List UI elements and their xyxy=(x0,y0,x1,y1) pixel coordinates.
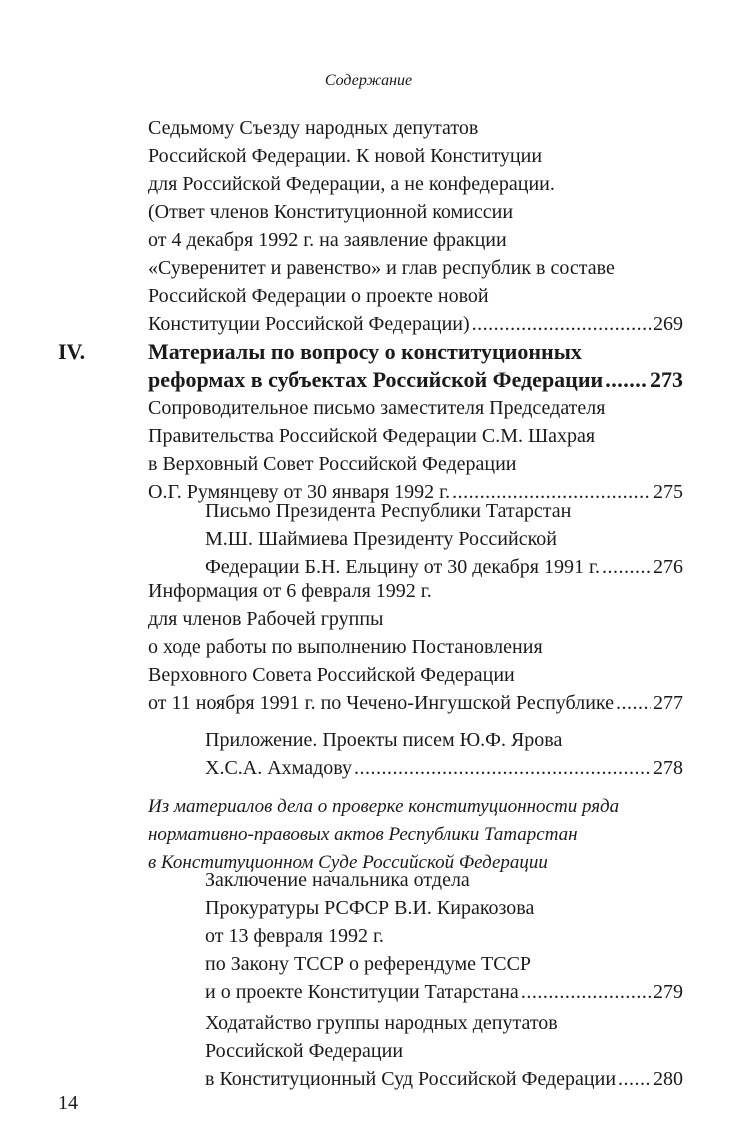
entry-line: Заключение начальника отдела xyxy=(205,869,470,891)
entry-line: Конституции Российской Федерации) xyxy=(148,313,470,335)
entry-line: Седьмому Съезду народных депутатов xyxy=(148,117,479,139)
entry-line: Российской Федерации. К новой Конституции xyxy=(148,145,543,167)
entry-line: «Суверенитет и равенство» и глав республик в составе xyxy=(148,257,615,279)
entry-line: в Верховный Совет Российской Федерации xyxy=(148,453,517,475)
toc-entry xyxy=(148,114,683,338)
page-number: 14 xyxy=(58,1092,78,1114)
subheading-line: Из материалов дела о проверке конституционности ряда xyxy=(148,796,620,817)
toc-entry xyxy=(205,866,683,1006)
entry-line: по Закону ТССР о референдуме ТССР xyxy=(205,953,532,975)
toc-entry xyxy=(205,1009,683,1093)
section-title-line: реформах в субъектах Российской Федерации xyxy=(148,367,604,392)
italic-subheading xyxy=(148,793,619,877)
entry-line: от 4 декабря 1992 г. на заявление фракции xyxy=(148,229,507,251)
page-ref: 275 xyxy=(653,481,683,503)
entry-line: Ходатайство группы народных депутатов xyxy=(205,1012,558,1034)
page-ref: 279 xyxy=(653,981,683,1003)
dot-leader xyxy=(354,754,651,782)
page-ref: 273 xyxy=(650,367,683,392)
entry-line: от 11 ноября 1991 г. по Чечено-Ингушской Республике xyxy=(148,692,614,714)
entry-line: Верховного Совета Российской Федерации xyxy=(148,664,515,686)
toc-entry xyxy=(148,577,683,717)
running-header: Содержание xyxy=(324,72,413,89)
dot-leader xyxy=(521,978,651,1006)
entry-line: Информация от 6 февраля 1992 г. xyxy=(148,580,432,602)
subheading-line: в Конституционном Суде Российской Федерации xyxy=(148,852,548,873)
dot-leader xyxy=(605,366,648,394)
subheading-line: нормативно-правовых актов Республики Татарстан xyxy=(148,824,578,845)
entry-line: Российской Федерации xyxy=(205,1040,404,1062)
dot-leader xyxy=(618,1065,651,1093)
entry-line: от 13 февраля 1992 г. xyxy=(205,925,384,947)
toc-entry xyxy=(205,726,683,782)
entry-line: Правительства Российской Федерации С.М. Шахрая xyxy=(148,425,596,447)
entry-line: Прокуратуры РСФСР В.И. Киракозова xyxy=(205,897,535,919)
entry-line: для членов Рабочей группы xyxy=(148,608,384,630)
dot-leader xyxy=(616,689,651,717)
entry-line: и о проекте Конституции Татарстана xyxy=(205,981,519,1003)
section-number: IV. xyxy=(58,339,86,364)
entry-line: (Ответ членов Конституционной комиссии xyxy=(148,201,514,223)
section-heading xyxy=(148,338,683,394)
entry-line: о ходе работы по выполнению Постановления xyxy=(148,636,543,658)
page-ref: 280 xyxy=(653,1068,683,1090)
entry-line: Х.С.А. Ахмадову xyxy=(205,757,353,779)
page-ref: 278 xyxy=(653,757,683,779)
entry-line: в Конституционный Суд Российской Федерации xyxy=(205,1068,617,1090)
entry-line: Письмо Президента Республики Татарстан xyxy=(205,500,572,522)
toc-entry xyxy=(205,497,683,581)
entry-line: Приложение. Проекты писем Ю.Ф. Ярова xyxy=(205,729,563,751)
entry-line: Российской Федерации о проекте новой xyxy=(148,285,489,307)
section-title-line: Материалы по вопросу о конституционных xyxy=(148,339,582,364)
page-ref: 277 xyxy=(653,692,683,714)
entry-line: для Российской Федерации, а не конфедерации. xyxy=(148,173,555,195)
entry-line: Сопроводительное письмо заместителя Председателя xyxy=(148,397,606,419)
entry-line: О.Г. Румянцеву от 30 января 1992 г. xyxy=(148,481,451,503)
page-ref: 269 xyxy=(653,313,683,335)
dot-leader xyxy=(472,310,651,338)
entry-line: М.Ш. Шаймиева Президенту Российской xyxy=(205,528,557,550)
toc-entry xyxy=(148,394,683,506)
page-ref: 276 xyxy=(653,556,683,578)
entry-line: Федерации Б.Н. Ельцину от 30 декабря 1991 г. xyxy=(205,556,600,578)
